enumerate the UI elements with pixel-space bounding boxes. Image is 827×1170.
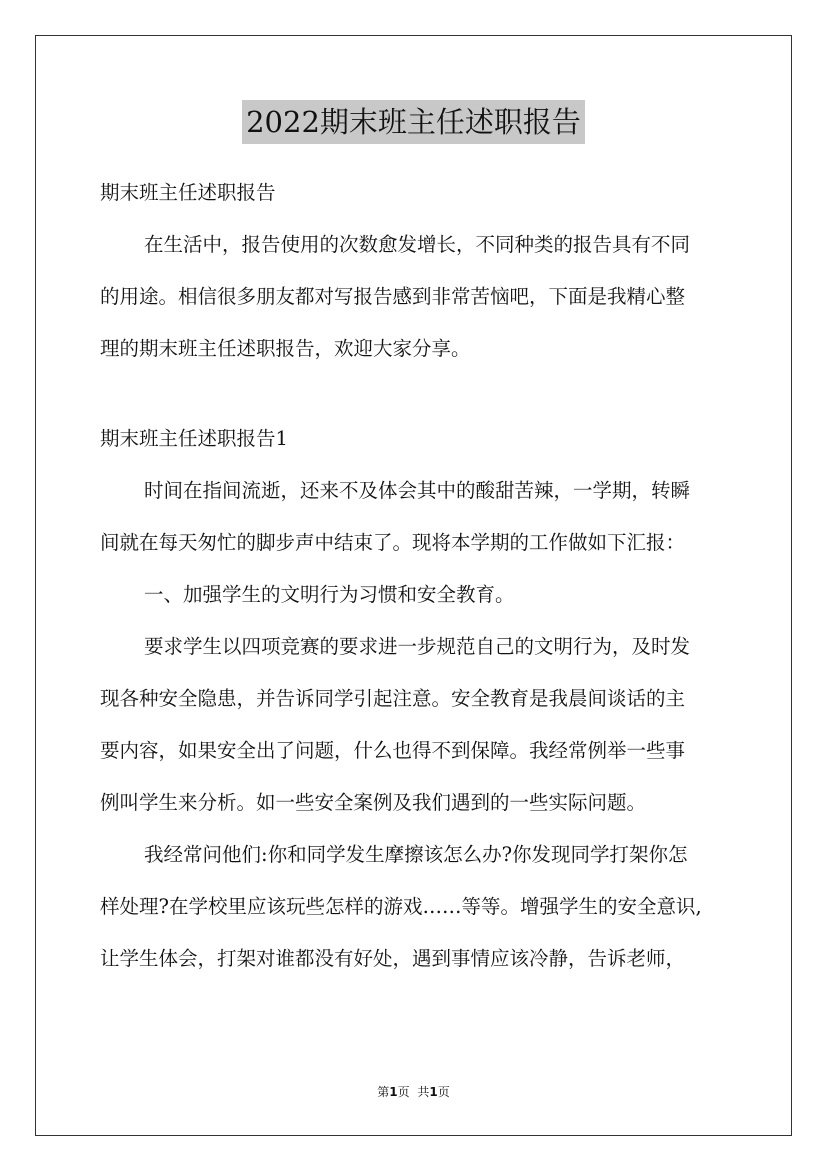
total-prefix: 共 xyxy=(417,1085,430,1099)
page-footer xyxy=(0,1083,827,1100)
total-unit: 页 xyxy=(437,1085,450,1099)
body-line: 例叫学生来分析。如一些安全案例及我们遇到的一些实际问题。 xyxy=(100,791,647,814)
body-line: 要内容，如果安全出了问题，什么也得不到保障。我经常例举一些事 xyxy=(100,739,686,762)
body-line: 要求学生以四项竞赛的要求进一步规范自己的文明行为，及时发 xyxy=(144,635,691,658)
intro-line: 的用途。相信很多朋友都对写报告感到非常苦恼吧，下面是我精心整 xyxy=(100,285,686,308)
body-line: 现各种安全隐患，并告诉同学引起注意。安全教育是我晨间谈话的主 xyxy=(100,687,686,710)
page-current: 1 xyxy=(389,1085,398,1099)
body-line: 样处理?在学校里应该玩些怎样的游戏……等等。增强学生的安全意识, xyxy=(100,895,702,918)
page-total: 1 xyxy=(429,1085,438,1099)
section-spacer xyxy=(100,378,732,416)
page-unit: 页 xyxy=(397,1085,410,1099)
body-line: 时间在指间流逝，还来不及体会其中的酸甜苦辣，一学期，转瞬 xyxy=(144,479,691,502)
intro-line: 理的期末班主任述职报告，欢迎大家分享。 xyxy=(100,337,471,360)
document-title: 2022期末班主任述职报告 xyxy=(242,100,585,144)
body-line: 让学生体会，打架对谁都没有好处，遇到事情应该冷静，告诉老师， xyxy=(100,947,686,970)
page-prefix: 第 xyxy=(377,1085,390,1099)
document-subtitle: 期末班主任述职报告 xyxy=(100,181,276,204)
intro-line: 在生活中，报告使用的次数愈发增长，不同种类的报告具有不同 xyxy=(144,233,691,256)
section-title: 期末班主任述职报告1 xyxy=(100,427,288,450)
body-line: 我经常问他们:你和同学发生摩擦该怎么办?你发现同学打架你怎 xyxy=(144,843,688,866)
body-line: 间就在每天匆忙的脚步声中结束了。现将本学期的工作做如下汇报： xyxy=(100,531,686,554)
title-wrapper xyxy=(0,100,827,144)
body-line: 一、加强学生的文明行为习惯和安全教育。 xyxy=(144,583,515,606)
document-body xyxy=(100,170,732,988)
